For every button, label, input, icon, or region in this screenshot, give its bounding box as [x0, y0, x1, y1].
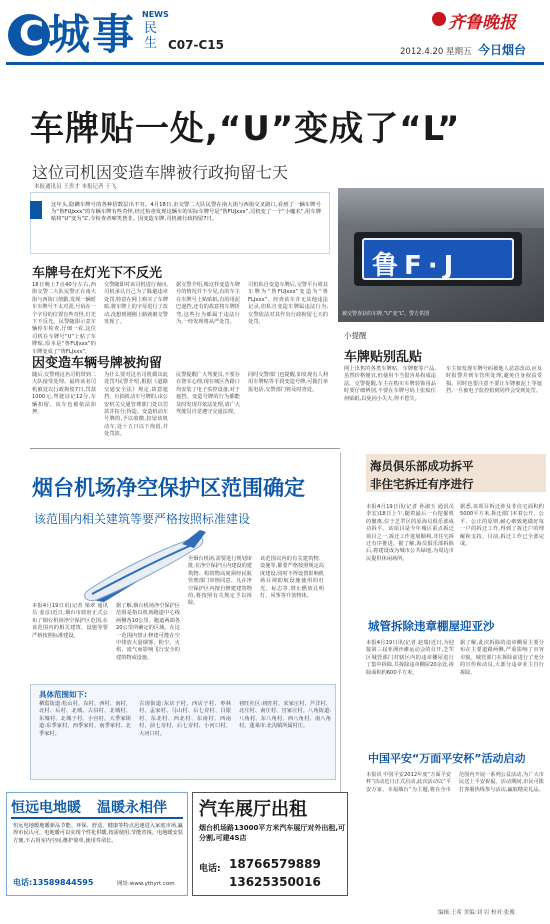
- section-title: 城事: [48, 10, 137, 59]
- ad-showroom-phone-2: 13625350016: [229, 875, 321, 889]
- ad-showroom-body: 烟台机场路13000平方米汽车展厅对外出租,可分割,可建4S店: [199, 824, 346, 842]
- ad-heating-title-2: 温暖永相伴: [97, 800, 167, 816]
- lead-subheading-1: 车牌号在灯光下不反光: [32, 266, 163, 281]
- lead-body-1d: 司机私自变造车牌后,交警平台将其车牌为“鲁FUJxxx”变造为“鲁FLJxxx”。经查该车并无其他违法记录,但私自变造车牌属违法行为,交警依法对其作出行政拘留七天的处罚。: [248, 282, 328, 326]
- masthead: [0, 0, 550, 90]
- lead-body-2b: 为什么要对这名司机做出此处罚?民警介绍,根据《道路交通安全法》规定,故意遮挡、污损机动车号牌的,由公安机关交通管理部门处以罚款并扣分;伪造、变造机动车号牌的,予以收缴,扣留该机动车,处十五日以下拘留,并处罚款。: [104, 372, 168, 438]
- issue-date: 2012.4.20 星期五: [400, 47, 472, 57]
- page-editor-credit: 编辑:王希 美编:刘 岩 校对:张俊: [438, 910, 515, 916]
- ad-heating-title: 恒远电地暖: [11, 800, 81, 816]
- right-story-1-subhead: 非住宅拆迁有序进行: [370, 477, 474, 491]
- right-column-divider: [340, 452, 341, 796]
- airport-intro: 本报4月19日讯(记者 梁翠 通讯员 姜彦)近日,烟台市政府正式公布了烟台机场净空保护区范围,在该范围内的相关建筑、设施等要严格按照标准建设。: [32, 603, 108, 639]
- range-box-col-3: 初旺社区:初旺村、宋家庄村、芦洋村、北庄村、南庄村、宫家庄村。八角街道:八角村、东八角村、西八角村、南八角村。蓬莱市:北沟镇所属村庄。: [239, 701, 331, 730]
- ad-heating: [6, 792, 188, 896]
- airport-range-box: [30, 684, 336, 780]
- sidebar-label: 小提醒: [344, 331, 367, 340]
- lead-body-2d: 同时交警部门也提醒,如发现有人利用车牌贴等手段变造号牌,可拨打举报电话,交警部门将及时查处。: [248, 372, 328, 393]
- lead-photo: [338, 188, 544, 322]
- lead-body-1b: 交警随即对该司机进行询问,司机承认自己为了躲避违章处罚,特意在网上购买了车牌贴,将车牌上的字母进行了改动,没想到刚刚上路就被交警发现了。: [104, 282, 168, 326]
- lead-bottom-rule: [30, 448, 340, 449]
- sidebar-body-2: 车主如发现车牌号码被他人恶意改动,应及时报警并到车管所处理,避免自身权益受损。同时也要注意不要让车牌被泥土等遮挡,一旦被电子监控拍到同样会受到处罚。: [446, 366, 542, 395]
- ad-showroom-phone-1: 18766579889: [229, 857, 321, 871]
- lead-body-2c: 民警提醒广大驾驶员,不要存在侥幸心理,现在城区各路口均安装了电子监控设备,对于遮挡、变造号牌的行为都能及时发现并依法处理,请广大驾驶员自觉遵守交通法规。: [176, 372, 240, 416]
- section-logo-letter: C: [19, 14, 44, 54]
- lead-headline: 车牌贴一处,“U”变成了“L”: [30, 109, 461, 149]
- range-box-col-2: 古现街道:东店子村、西店子村、枣林村、孟家村、马山村、后七夼村、白银村、东北村、西北村、东南村、西南村、前七夼村、后七夼村、小河口村、大河口村。: [139, 701, 231, 737]
- lead-body-1: 18日晚上7点40分左右,西街交警二大队民警正在南大街与西街口值勤,发现一辆轿车车牌号不太对劲,号码在一个字母的位置有些奇怪,灯光下不反光。民警随即示意车辆停车检查,仔细一看,这位司机在车牌号“U”上贴了车牌贴,原本是“鲁FUJxxx”的车牌变成了“鲁FLJxxx”。: [32, 282, 96, 355]
- airport-body-a: 据了解,烟台机场净空保护区范围是指以机场跑道中心线两侧各10公里、跑道两端各20公里所确定的区域。在这一范围内禁止修建可能在空中排放大量烟雾、粉尘、火焰、废气而影响飞行安全的建筑物或设施。: [116, 603, 180, 661]
- range-box-col-1: 栖霞街道:松山村、东村、西村、南村、北村、后村、北城、古县村、北城村、东城村、北城子村、小官村。大季家街道:东季家村、西季家村、南季家村、北季家村。: [39, 701, 131, 737]
- range-box-title: 具体范围如下:: [39, 690, 87, 699]
- ad-heating-phone: 电话:13589844595: [13, 878, 94, 887]
- lead-intro: 这年头,隐瞒车牌号的各种招数层出不穷。4月18日,市交警二大队民警在南大街与西街交叉路口,看到了一辆车牌号为“鲁FUJxxx”的车辆车牌有些奇怪,经过检查发现这辆车的实际车牌号是“鲁FUJxxx”,司机变了一个“小魔术”,用车牌贴将“U”变为“L”,令检查者啼笑皆非。因变造车牌,司机被行政拘留7日。: [51, 202, 321, 223]
- plate-text: 鲁F·J: [372, 251, 460, 281]
- ad-heating-web: 网址:www.ythyrt.com: [117, 881, 175, 887]
- intro-accent-bar: [30, 201, 42, 219]
- lead-subheading-2: 因变造车辆号牌被拘留: [32, 356, 163, 371]
- lead-body-1c: 据交警介绍,像这样变造车牌号的情况并不少见,有的车主在车牌号上贴贴纸,有的用泥巴遮挡,还有的故意将车牌折弯,这些行为都属于违法行为,一经发现将从严处罚。: [176, 282, 240, 326]
- paper-name: 齐鲁晚报: [448, 13, 516, 33]
- lead-intro-box: [30, 192, 330, 254]
- airport-body-b: 至烟台机场,需要进行规划审批,在净空保护区内建设的建筑物、构筑物高度须经民航管理部门审核同意。凡在净空保护区内擅自修建建筑物的,将按照有关规定予以拆除。: [188, 556, 252, 607]
- airport-headline: 烟台机场净空保护区范围确定: [32, 476, 305, 500]
- right-story-1-body-b: 据悉,该项目拆迁涉及非住宅面积约5000平方米,拆迁部门本着公开、公平、公正的原则,耐心细致地做好每一户的拆迁工作,得到了拆迁户的理解和支持。目前,拆迁工作已全部完成。: [460, 504, 544, 548]
- ad-heating-body: 恒远电地暖地暖新品节能、环保、舒适、健康等特点迅速进入家庭市场,赢得市民认可。电地暖可以实现个性化供暖,按需使用,节能省钱。电地暖安装方便,不占用室内空间,维护简单,使用寿命长。: [13, 823, 183, 844]
- right-story-2-headline: 城管拆除违章棚屋迎亚沙: [368, 619, 495, 633]
- right-story-1-body: 本报4月19日讯(记者 孙淑玉 通讯员 李宏)18日上午,随着最后一台挖掘机的撤离,位于芝罘区的原海员俱乐部成功拆平。该项目是今年城区重点拆迁项目之一,拆迁工作进展顺利,非住宅拆迁有序推进。据了解,海员俱乐部拆除后,将建设成为城市公共绿地,为周边市民提供休闲场所。: [366, 504, 454, 562]
- masthead-rule: [6, 62, 544, 65]
- ad-heating-rule: [11, 817, 183, 819]
- right-story-2-body: 本报4月19日讯(记者 赵瑞)近日,为迎接第三届亚洲沙滩运动会的召开,芝罘区城管部门对辖区内的违章棚屋进行了集中拆除,共拆除违章棚屋20余处,拆除面积约600平方米。: [366, 640, 454, 676]
- airport-body-c: 该范围以内的有关建筑物、设施等,都要严格按照规定高度建设,同时不得设置影响机场目视助航设施使用的灯光、标志等,禁止燃放孔明灯、风筝等升放物体。: [260, 556, 324, 600]
- airport-subhead: 该范围内相关建筑等要严格按照标准建设: [34, 512, 251, 526]
- right-story-3-headline: 中国平安“万面平安杯”活动启动: [368, 752, 526, 765]
- news-tag: NEWS: [142, 10, 169, 19]
- photo-caption: 被交警查获的车牌,“U”变“L”。警方供图: [342, 311, 430, 317]
- edition-name: 今日烟台: [478, 43, 527, 57]
- license-plate: [362, 238, 514, 280]
- lead-subhead: 这位司机因变造车牌被行政拘留七天: [32, 163, 289, 182]
- ad-showroom: [192, 792, 348, 896]
- paper-logo-icon: [432, 12, 446, 26]
- right-story-2-body-b: 据了解,此次拆除的违章棚屋主要分布在主要道路两侧,严重影响了市容市貌。城管部门在拆除前进行了充分的宣传和动员,大部分违章业主自行拆除。: [460, 640, 544, 676]
- ad-showroom-title: 汽车展厅出租: [199, 799, 307, 820]
- page-range: C07-C15: [168, 38, 224, 52]
- sidebar-body: 网上出售的各类车牌贴、车牌框等产品,虽然价格便宜,但使用不当很容易构成违法。交警提醒,车主在购买车牌装饰用品时要仔细辨别,不要在车牌号码上张贴任何贴纸,以免因小失大,得不偿失。: [344, 366, 436, 402]
- car-bumper: [338, 188, 544, 228]
- sidebar-title: 车牌贴别乱贴: [344, 350, 423, 365]
- ad-showroom-phone-label: 电话:: [199, 864, 221, 874]
- right-story-3-body: 本报讯 中国平安2012年度“万面平安杯”活动近日正式启动,此次活动以“平安万家、幸福烟台”为主题,将在全市范围内开展一系列公益活动,为广大市民送上平安祝福。活动期间,市民可拨打客服热线参与活动,赢取精美礼品。: [366, 772, 544, 793]
- lead-byline: 本报通讯员 王贵才 本报记者 于飞: [34, 184, 117, 190]
- right-story-1-headline: 海员俱乐部成功拆平: [370, 459, 474, 473]
- section-sub: 民生: [144, 21, 158, 51]
- lead-body-2: 随后,交警将这名司机带到二大队接受处理。最终该名司机被处以行政拘留7日,罚款1000元,驾驶证记12分,车辆扣留。该车也被依法扣押。: [32, 372, 96, 416]
